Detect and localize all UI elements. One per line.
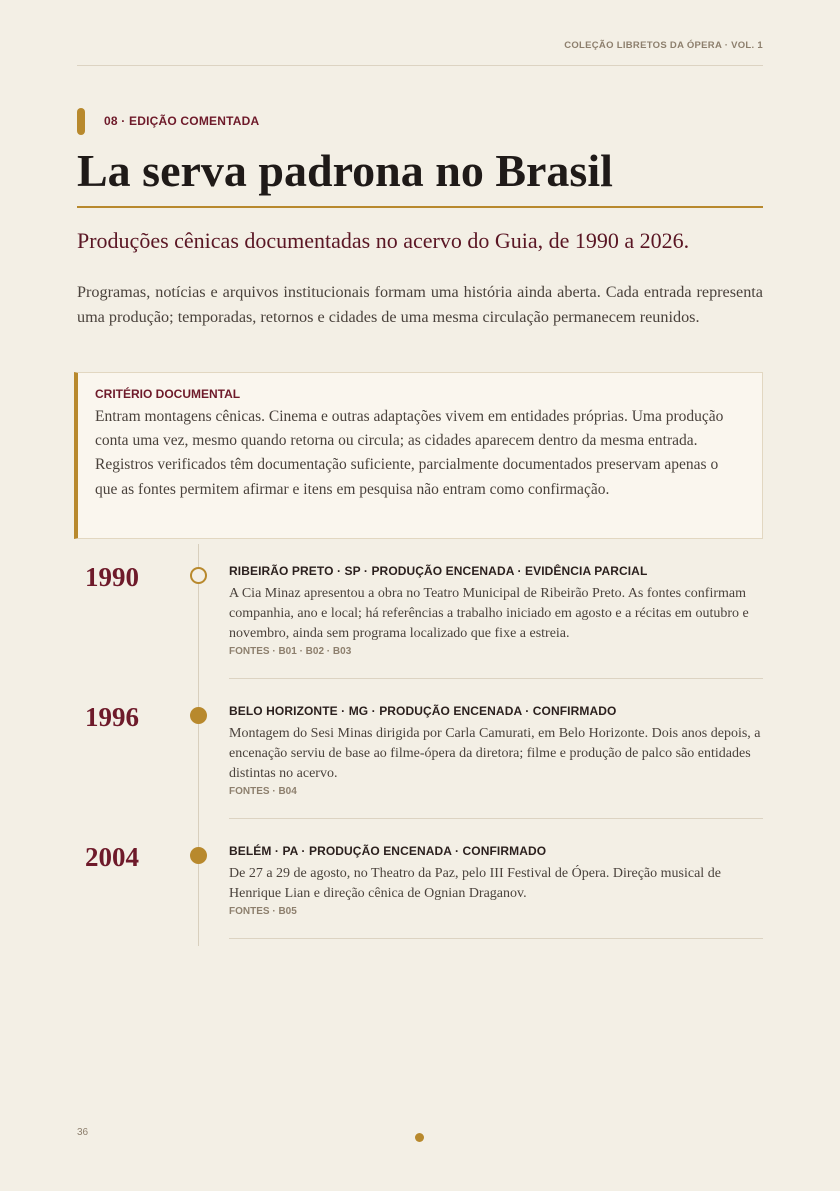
entry-heading: BELO HORIZONTE · MG · PRODUÇÃO ENCENADA · CONFIRMADO — [229, 704, 617, 718]
entry-description: De 27 a 29 de agosto, no Theatro da Paz, pelo III Festival de Ópera. Direção musical de Henrique Lian e direção cênica de Ognian Draganov. — [229, 866, 721, 901]
entry-sources: FONTES · B01 · B02 · B03 — [229, 646, 352, 657]
entry-year: 2004 — [85, 842, 139, 872]
timeline-line — [198, 544, 199, 946]
collection-title: COLEÇÃO LIBRETOS DA ÓPERA · VOL. 1 — [564, 40, 763, 51]
entry-heading: BELÉM · PA · PRODUÇÃO ENCENADA · CONFIRMADO — [229, 844, 547, 858]
section-marker-bar — [77, 108, 85, 135]
timeline-marker-filled — [190, 847, 207, 864]
entry-content — [229, 704, 763, 819]
timeline-marker-open — [190, 567, 207, 584]
entry-description: Montagem do Sesi Minas dirigida por Carla Camurati, em Belo Horizonte. Dois anos depois, a encenação serviu de base ao filme-ópera da diretora; filme e produção de palco são entidades distintas no acervo. — [229, 726, 761, 781]
criteria-callout — [74, 372, 763, 539]
entry-content — [229, 844, 763, 939]
entry-heading: RIBEIRÃO PRETO · SP · PRODUÇÃO ENCENADA · EVIDÊNCIA PARCIAL — [229, 564, 648, 578]
intro-paragraph: Programas, notícias e arquivos institucionais formam uma história ainda aberta. Cada entrada representa uma produção; temporadas, retornos e cidades de uma mesma circulação permanecem reunidos. — [77, 283, 763, 326]
callout-label: CRITÉRIO DOCUMENTAL — [95, 387, 241, 401]
entry-year: 1990 — [85, 562, 139, 592]
callout-text: Entram montagens cênicas. Cinema e outras adaptações vivem em entidades próprias. Uma produção conta uma vez, mesmo quando retorna ou circula; as cidades aparecem dentro da mesma entrada. Registros verificados têm documentação suficiente, parcialmente documentados preservam apenas o que as fontes permitem afirmar e itens em pesquisa não entram como confirmação. — [95, 408, 724, 498]
footer-ornament-dot — [415, 1133, 424, 1142]
running-header — [77, 40, 763, 66]
section-label — [77, 107, 259, 135]
entry-sources: FONTES · B04 — [229, 786, 297, 797]
page-title: La serva padrona no Brasil — [77, 146, 763, 208]
entry-content — [229, 564, 763, 679]
entry-description: A Cia Minaz apresentou a obra no Teatro Municipal de Ribeirão Preto. As fontes confirmam companhia, ano e local; há referências a trabalho iniciado em agosto e a récitas em outubro e novembro, ainda sem programa localizado que fixe a estreia. — [229, 586, 749, 641]
section-label-text: 08 · EDIÇÃO COMENTADA — [104, 114, 260, 128]
entry-year: 1996 — [85, 702, 139, 732]
timeline-marker-filled — [190, 707, 207, 724]
entry-sources: FONTES · B05 — [229, 906, 297, 917]
page-subtitle: Produções cênicas documentadas no acervo do Guia, de 1990 a 2026. — [77, 228, 690, 253]
page-number: 36 — [77, 1127, 89, 1138]
